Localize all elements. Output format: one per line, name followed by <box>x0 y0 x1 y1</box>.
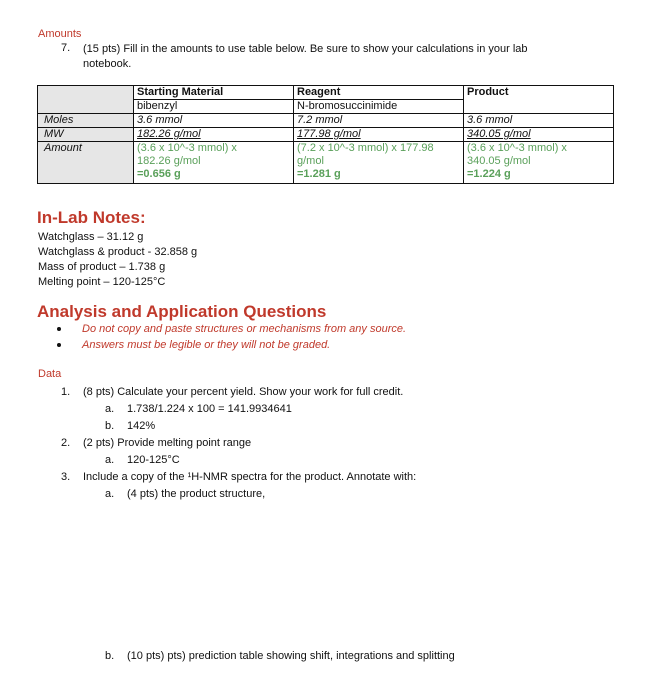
analysis-bullet-2 <box>57 337 617 353</box>
amount-product-line-2: 340.05 g/mol <box>467 155 531 167</box>
question-1b-letter: b. <box>105 420 115 432</box>
inlab-notes-heading: In-Lab Notes: <box>37 208 146 227</box>
amount-product <box>464 142 614 184</box>
question-1b-answer: 142% <box>127 420 156 432</box>
question-2a-answer: 120-125°C <box>127 454 180 466</box>
question-1a-letter: a. <box>105 403 115 415</box>
inlab-note-watchglass: Watchglass – 31.12 g <box>38 231 144 243</box>
inlab-note-mass-product: Mass of product – 1.738 g <box>38 261 166 273</box>
table-header-row <box>38 86 614 100</box>
question-7-text <box>83 42 613 72</box>
analysis-bullet-1 <box>57 321 617 337</box>
inlab-notes-list <box>38 230 197 290</box>
question-3a-text: (4 pts) the product structure, <box>127 488 266 500</box>
section-label-amounts: Amounts <box>38 28 82 40</box>
table-row-mw <box>38 128 614 142</box>
header-reagent: Reagent <box>294 86 464 100</box>
question-2-number: 2. <box>61 437 71 449</box>
question-1-number: 1. <box>61 386 71 398</box>
amount-starting-material <box>134 142 294 184</box>
table-corner-cell <box>38 86 134 114</box>
analysis-bullets <box>57 321 617 353</box>
question-1a-answer: 1.738/1.224 x 100 = 141.9934641 <box>127 403 292 415</box>
amount-reagent-line-1: (7.2 x 10^-3 mmol) x 177.98 <box>297 142 434 154</box>
question-3-number: 3. <box>61 471 71 483</box>
header-starting-material: Starting Material <box>134 86 294 100</box>
question-2-text: (2 pts) Provide melting point range <box>83 437 252 449</box>
analysis-bullet-1-text: Do not copy and paste structures or mechanisms from any source. <box>82 323 407 335</box>
amounts-table <box>37 85 614 184</box>
bullet-dot-icon <box>57 343 61 347</box>
table-row-amount <box>38 142 614 184</box>
question-7-line-2: notebook. <box>83 58 132 70</box>
moles-reagent: 7.2 mmol <box>294 114 464 128</box>
mw-product: 340.05 g/mol <box>464 128 614 142</box>
row-label-mw: MW <box>38 128 134 142</box>
row-label-moles: Moles <box>38 114 134 128</box>
analysis-heading: Analysis and Application Questions <box>37 302 327 321</box>
question-3b-letter: b. <box>105 650 115 662</box>
inlab-note-melting-point: Melting point – 120-125°C <box>38 276 166 288</box>
header-product: Product <box>464 86 614 114</box>
moles-starting-material: 3.6 mmol <box>134 114 294 128</box>
amount-product-line-1: (3.6 x 10^-3 mmol) x <box>467 142 567 154</box>
mw-starting-material: 182.26 g/mol <box>134 128 294 142</box>
analysis-bullet-2-text: Answers must be legible or they will not be graded. <box>82 339 331 351</box>
amount-product-result: =1.224 g <box>467 168 511 180</box>
question-2a-letter: a. <box>105 454 115 466</box>
amount-sm-line-1: (3.6 x 10^-3 mmol) x <box>137 142 237 154</box>
amount-reagent-result: =1.281 g <box>297 168 341 180</box>
question-7-number: 7. <box>61 42 71 54</box>
name-starting-material: bibenzyl <box>134 100 294 114</box>
table-row-moles <box>38 114 614 128</box>
question-1-text: (8 pts) Calculate your percent yield. Show your work for full credit. <box>83 386 404 398</box>
mw-reagent: 177.98 g/mol <box>294 128 464 142</box>
inlab-note-watchglass-product: Watchglass & product - 32.858 g <box>38 246 198 258</box>
question-7-line-1: (15 pts) Fill in the amounts to use table below. Be sure to show your calculations in your lab <box>83 43 528 55</box>
moles-product: 3.6 mmol <box>464 114 614 128</box>
amount-sm-line-2: 182.26 g/mol <box>137 155 201 167</box>
question-3-text: Include a copy of the ¹H-NMR spectra for the product. Annotate with: <box>83 471 417 483</box>
question-3a-letter: a. <box>105 488 115 500</box>
amount-sm-result: =0.656 g <box>137 168 181 180</box>
question-3b-text: (10 pts) pts) prediction table showing shift, integrations and splitting <box>127 650 455 662</box>
section-label-data: Data <box>38 368 62 380</box>
bullet-dot-icon <box>57 327 61 331</box>
name-reagent: N-bromosuccinimide <box>294 100 464 114</box>
amount-reagent <box>294 142 464 184</box>
row-label-amount: Amount <box>38 142 134 184</box>
amount-reagent-line-2: g/mol <box>297 155 324 167</box>
